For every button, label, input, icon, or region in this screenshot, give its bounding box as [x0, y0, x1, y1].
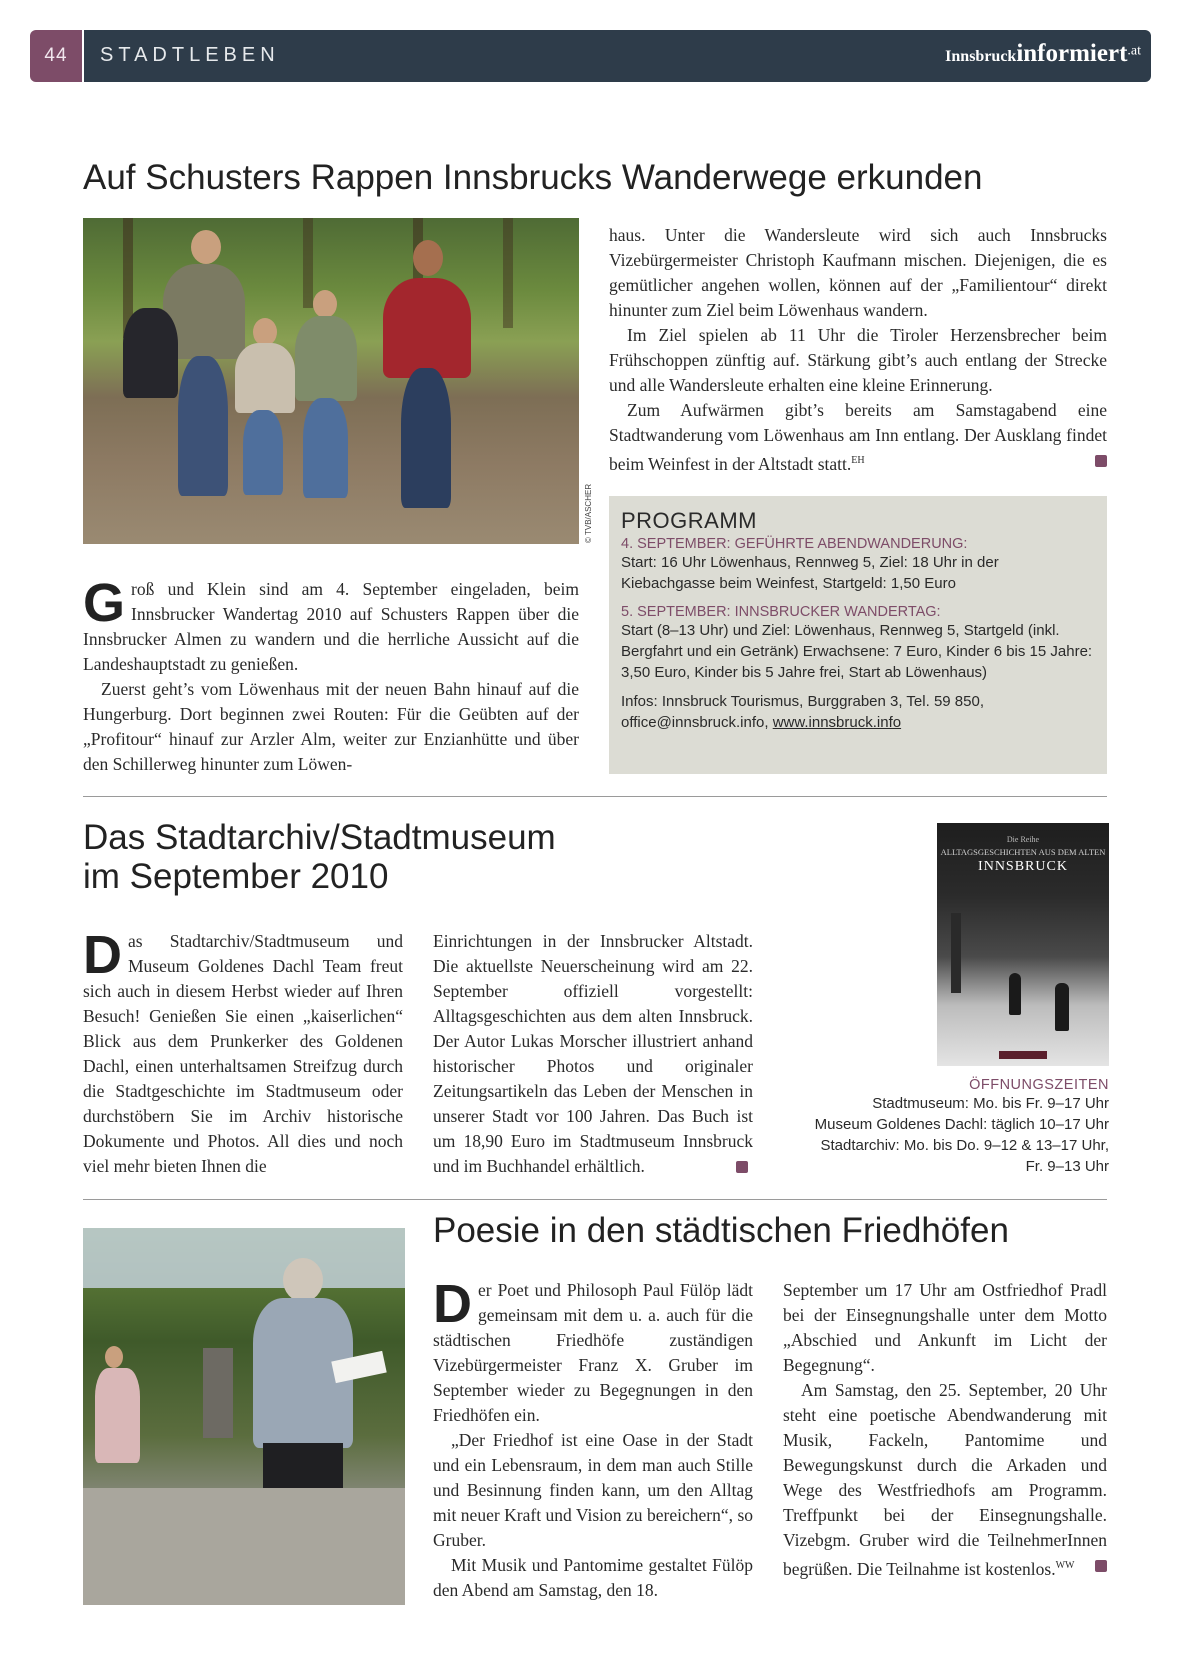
book-title: INNSBRUCK — [978, 859, 1068, 874]
opening-hours-line: Stadtmuseum: Mo. bis Fr. 9–17 Uhr — [872, 1095, 1109, 1112]
logo-main: informiert — [1016, 40, 1128, 67]
programm-email[interactable]: office@innsbruck.info, — [621, 714, 773, 731]
programm-heading-2: 5. SEPTEMBER: INNSBRUCKER WANDERTAG: — [621, 604, 941, 620]
end-of-article-marker — [736, 1161, 748, 1173]
article-2-headline-line-2: im September 2010 — [83, 857, 389, 897]
photo-credit: © TVB/ASCHER — [584, 483, 593, 543]
article-1-column-2 — [609, 223, 1107, 477]
opening-hours-title: ÖFFNUNGSZEITEN — [969, 1077, 1109, 1093]
section-divider — [83, 796, 1107, 797]
programm-box — [609, 496, 1107, 774]
article-3-column-1 — [433, 1274, 753, 1603]
logo-prefix: Innsbruck — [945, 48, 1017, 65]
article-3-paragraph-2: „Der Friedhof ist eine Oase in der Stadt und ein Lebensraum, in dem man auch Stille und Besinnung finden kann, um den Alltag mit neuer Kraft und Vision zu bereichern“, so Gruber. — [433, 1430, 753, 1550]
article-3-paragraph-4: September um 17 Uhr am Ostfriedhof Pradl bei der Einsegnungshalle unter dem Motto „Abschied und Ankunft im Licht der Begegnung“. — [783, 1280, 1107, 1375]
article-2-column-1 — [83, 925, 403, 1179]
article-1-headline: Auf Schusters Rappen Innsbrucks Wanderwege erkunden — [83, 158, 983, 197]
programm-heading-1: 4. SEPTEMBER: GEFÜHRTE ABENDWANDERUNG: — [621, 536, 968, 552]
article-1-paragraph-3: haus. Unter die Wandersleute wird sich auch Innsbrucks Vizebürgermeister Christoph Kaufmann mischen. Diejenigen, die es gemütlicher angehen wollen, können auf der „Familientour“ direkt hinunter zum Ziel beim Löwenhaus wandern. — [609, 225, 1107, 320]
family-hiking-photo — [83, 218, 579, 544]
article-1-paragraph-2: Zuerst geht’s vom Löwenhaus mit der neuen Bahn hinauf auf die Hungerburg. Dort beginnen zwei Routen: Für die Geübten auf der „Profitour“ hinauf zur Arzler Alm, weiter zur Enzianhütte und über den Schillerweg hinunter zum Löwen- — [83, 679, 579, 774]
section-title: STADTLEBEN — [100, 44, 280, 66]
page-number: 44 — [30, 30, 82, 82]
article-2-headline-line-1: Das Stadtarchiv/Stadtmuseum — [83, 818, 556, 857]
programm-infos: Infos: Innsbruck Tourismus, Burggraben 3, Tel. 59 850, — [621, 693, 984, 710]
article-3-column-2 — [783, 1278, 1107, 1582]
article-2-paragraph-1: as Stadtarchiv/Stadtmuseum und Museum Goldenes Dachl Team freut sich auch in diesem Herbst wieder auf Ihren Besuch! Genießen Sie einen „kaiserlichen“ Blick aus dem Prunkerker des Goldenen Dachl, einen unterhaltsamen Streifzug durch die Stadtgeschichte im Stadtmuseum oder durchstöbern Sie im Archiv historische Dokumente und Photos. All dies und noch viel mehr bieten Ihnen die — [83, 931, 403, 1176]
book-author-label — [999, 1051, 1047, 1059]
article-3-headline: Poesie in den städtischen Friedhöfen — [433, 1211, 1009, 1250]
author-signature: WW — [1055, 1560, 1075, 1571]
article-1-paragraph-5: Zum Aufwärmen gibt’s bereits am Samstagabend eine Stadtwanderung vom Löwenhaus am Inn entlang. Der Ausklang findet beim Weinfest in der Altstadt statt. — [609, 400, 1107, 474]
book-series: Die Reihe — [1006, 835, 1040, 844]
opening-hours-line: Stadtarchiv: Mo. bis Do. 9–12 & 13–17 Uhr, — [820, 1137, 1109, 1154]
article-3-paragraph-5: Am Samstag, den 25. September, 20 Uhr steht eine poetische Abendwanderung mit Musik, Fackeln, Pantomime und Bewegungskunst durch die Arkaden und Wege des Westfriedhofs am Programm. Treffpunkt bei der Einsegnungshalle. Vizebgm. Gruber wird die TeilnehmerInnen begrüßen. Die Teilnahme ist kostenlos. — [783, 1380, 1107, 1579]
programm-contact — [621, 712, 1095, 733]
programm-text-1: Start: 16 Uhr Löwenhaus, Rennweg 5, Ziel: 18 Uhr in der Kiebachgasse beim Weinfest, Startgeld: 1,50 Euro — [621, 554, 999, 592]
publication-logo — [945, 40, 1141, 68]
book-cover-image — [937, 823, 1109, 1066]
logo-suffix: .at — [1127, 43, 1141, 59]
article-3-paragraph-3: Mit Musik und Pantomime gestaltet Fülöp den Abend am Samstag, den 18. — [433, 1555, 753, 1600]
article-2-column-2 — [433, 929, 753, 1179]
article-1-paragraph-1: roß und Klein sind am 4. September eingeladen, beim Innsbrucker Wandertag 2010 auf Schusters Rappen über die Innsbrucker Almen zu wandern und die herrliche Aussicht auf die Landeshauptstadt zu genießen. — [83, 579, 579, 674]
opening-hours-line: Fr. 9–13 Uhr — [1025, 1158, 1109, 1175]
author-signature: EH — [851, 455, 865, 466]
drop-cap: D — [83, 925, 122, 985]
section-divider — [83, 1199, 1107, 1200]
drop-cap: G — [83, 573, 126, 633]
opening-hours-line: Museum Goldenes Dachl: täglich 10–17 Uhr — [814, 1116, 1109, 1133]
end-of-article-marker — [1095, 1560, 1107, 1572]
article-1-paragraph-4: Im Ziel spielen ab 11 Uhr die Tiroler Herzensbrecher beim Frühschoppen zünftig auf. Stärkung gibt’s auch entlang der Strecke und alle Wandersleute erhalten eine kleine Erinnerung. — [609, 325, 1107, 395]
article-2-headline — [83, 818, 683, 896]
programm-website-link[interactable]: www.innsbruck.info — [772, 714, 902, 731]
end-of-article-marker — [1095, 455, 1107, 467]
article-2-paragraph-2: Einrichtungen in der Innsbrucker Altstadt. Die aktuellste Neuerscheinung wird am 22. September offiziell vorgestellt: Alltagsgeschichten aus dem alten Innsbruck. Der Autor Lukas Morscher illustriert anhand historischer Photos und originaler Zeitungsartikeln das Leben der Menschen in unserer Stadt vor 100 Jahren. Das Buch ist um 18,90 Euro im Stadtmuseum Innsbruck und im Buchhandel erhältlich. — [433, 931, 753, 1176]
article-1-column-1 — [83, 573, 579, 777]
book-subtitle: ALLTAGSGESCHICHTEN AUS DEM ALTEN — [940, 847, 1106, 857]
drop-cap: D — [433, 1274, 472, 1334]
programm-title: PROGRAMM — [621, 508, 757, 533]
opening-hours — [760, 1077, 1109, 1177]
programm-text-2: Start (8–13 Uhr) und Ziel: Löwenhaus, Rennweg 5, Startgeld (inkl. Bergfahrt und ein Getränk) Erwachsene: 7 Euro, Kinder 6 bis 15 Jahre: 3,50 Euro, Kinder bis 5 Jahre frei, Start ab Löwenhaus) — [621, 622, 1093, 681]
poet-reading-photo — [83, 1228, 405, 1605]
article-3-paragraph-1: er Poet und Philosoph Paul Fülöp lädt gemeinsam mit dem u. a. auch für die städtischen Friedhöfe zuständigen Vizebürgermeister Franz X. Gruber im September wieder zu Begegnungen in den Friedhöfen ein. — [433, 1280, 753, 1425]
